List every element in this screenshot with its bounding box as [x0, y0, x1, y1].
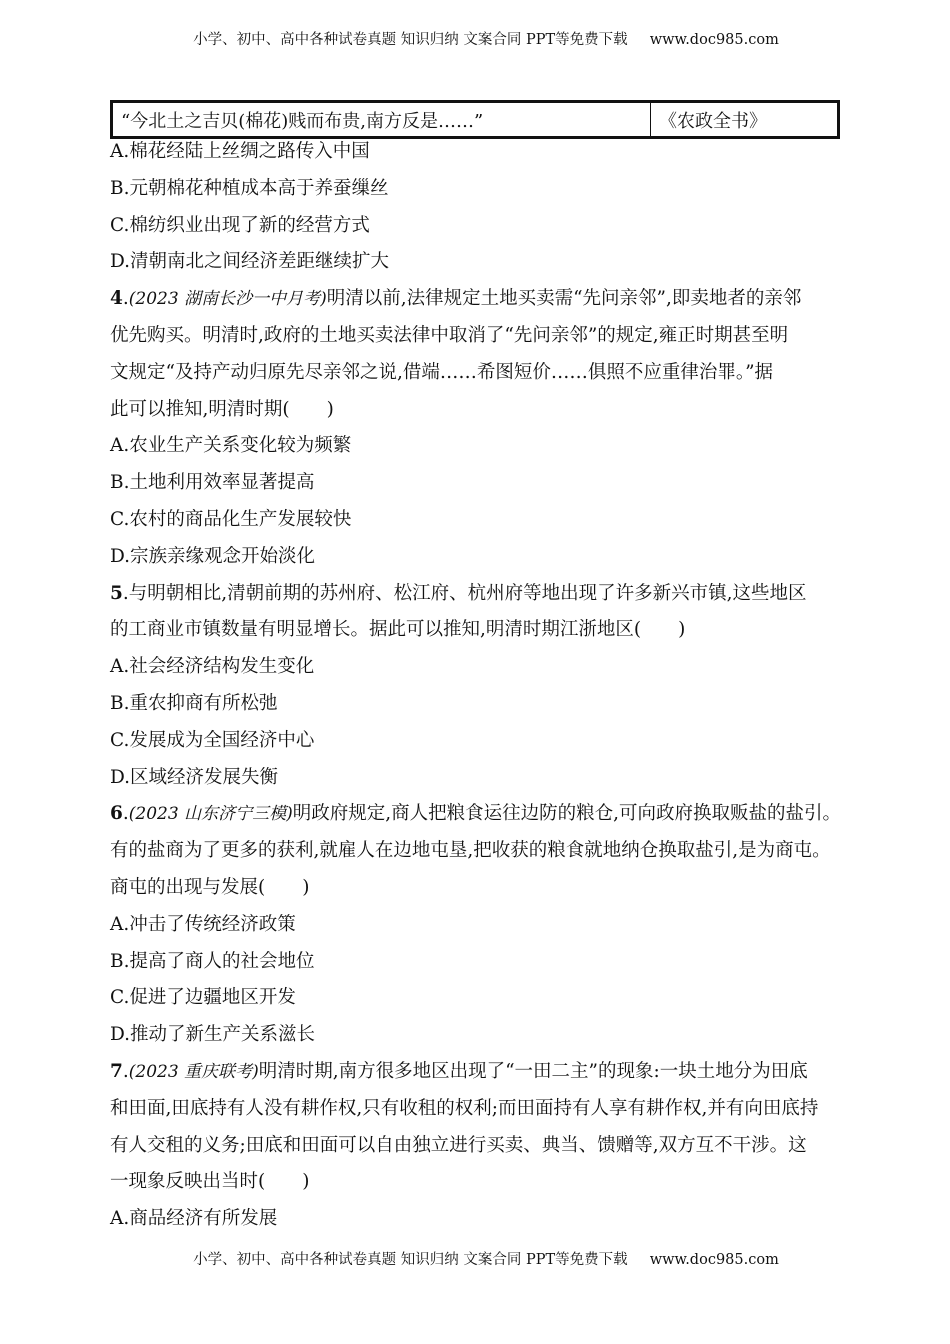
- question-stem: 明清以前,法律规定土地买卖需“先问亲邻”,即卖地者的亲邻: [326, 288, 802, 310]
- question-4: 4.(2023 湖南长沙一中月考)明清以前,法律规定土地买卖需“先问亲邻”,即卖地者的亲邻 优先购买。明清时,政府的土地买卖法律中取消了“先问亲邻”的规定,雍正时期甚至明 文规定“及持产动归原先尽亲邻之说,借端……希图短价……俱照不应重律治罪。”据 此可以推知,明清时期( ) A.农业生产关系变化较为频繁 B.土地利用效率显著提高 C.农村的商品化生产发展较快 D.宗族亲缘观念开始淡化: [110, 281, 850, 575]
- option: B.土地利用效率显著提高: [110, 472, 315, 494]
- question-6: 6.(2023 山东济宁三模)明政府规定,商人把粮食运往边防的粮仓,可向政府换取贩盐的盐引。 有的盐商为了更多的获利,就雇人在边地屯垦,把收获的粮食就地纳仓换取盐引,是为商屯。 商屯的出现与发展( ) A.冲击了传统经济政策 B.提高了商人的社会地位 C.促进了边疆地区开发 D.推动了新生产关系滋长: [110, 796, 850, 1054]
- question-stem: 明清时期,南方很多地区出现了“一田二主”的现象:一块土地分为田底: [258, 1060, 808, 1082]
- option: D.区域经济发展失衡: [110, 766, 279, 788]
- question-number: 4: [110, 288, 123, 310]
- option: A.商品经济有所发展: [110, 1208, 278, 1230]
- header-text: 小学、初中、高中各种试卷真题 知识归纳 文案合同 PPT等免费下载: [193, 32, 628, 48]
- option: A.棉花经陆上丝绸之路传入中国: [110, 141, 370, 162]
- question-source: (2023 湖南长沙一中月考): [128, 289, 327, 310]
- option: C.农村的商品化生产发展较快: [110, 508, 352, 530]
- question-stem: .与明朝相比,清朝前期的苏州府、松江府、杭州府等地出现了许多新兴市镇,这些地区: [122, 582, 807, 604]
- option: C.棉纺织业出现了新的经营方式: [110, 214, 370, 236]
- question-stem: 的工商业市镇数量有明显增长。据此可以推知,明清时期江浙地区( ): [110, 619, 686, 641]
- question-stem: 一现象反映出当时( ): [110, 1171, 310, 1193]
- option: B.提高了商人的社会地位: [110, 950, 315, 972]
- question-stem: 此可以推知,明清时期( ): [110, 398, 334, 420]
- question-source: (2023 重庆联考): [128, 1061, 259, 1082]
- question-stem: 有人交租的义务;田底和田面可以自由独立进行买卖、典当、馈赠等,双方互不干涉。这: [110, 1134, 807, 1156]
- header-url: www.doc985.com: [649, 32, 779, 48]
- option: D.清朝南北之间经济差距继续扩大: [110, 251, 390, 273]
- question-number: 6: [110, 803, 123, 825]
- question-source: (2023 山东济宁三模): [128, 804, 293, 825]
- option: D.宗族亲缘观念开始淡化: [110, 545, 316, 567]
- option: A.农业生产关系变化较为频繁: [110, 435, 352, 457]
- option: D.推动了新生产关系滋长: [110, 1024, 316, 1046]
- question-5: [110, 576, 850, 797]
- question-stem: 优先购买。明清时,政府的土地买卖法律中取消了“先问亲邻”的规定,雍正时期甚至明: [110, 324, 789, 346]
- question-stem: 和田面,田底持有人没有耕作权,只有收租的权利;而田面持有人享有耕作权,并有向田底持: [110, 1097, 819, 1119]
- question-number: 7: [110, 1060, 123, 1082]
- question-stem: 文规定“及持产动归原先尽亲邻之说,借端……希图短价……俱照不应重律治罪。”据: [110, 361, 774, 383]
- option: C.发展成为全国经济中心: [110, 729, 315, 751]
- source-quote: “今北土之吉贝(棉花)贱而布贵,南方反是……”: [112, 102, 651, 138]
- option: B.重农抑商有所松弛: [110, 692, 278, 714]
- footer-text: 小学、初中、高中各种试卷真题 知识归纳 文案合同 PPT等免费下载: [193, 1252, 628, 1268]
- option: A.社会经济结构发生变化: [110, 656, 315, 678]
- question-stem: 有的盐商为了更多的获利,就雇人在边地屯垦,把收获的粮食就地纳仓换取盐引,是为商屯。: [110, 840, 831, 862]
- question-3-options: [110, 134, 850, 281]
- option: A.冲击了传统经济政策: [110, 913, 296, 935]
- source-book: 《农政全书》: [651, 102, 839, 138]
- document-body: [110, 134, 850, 1238]
- question-stem: 商屯的出现与发展( ): [110, 876, 310, 898]
- question-stem: 明政府规定,商人把粮食运往边防的粮仓,可向政府换取贩盐的盐引。: [292, 803, 841, 825]
- page-header: [0, 28, 950, 49]
- footer-url: www.doc985.com: [649, 1252, 779, 1268]
- question-number: 5: [110, 582, 123, 604]
- option: C.促进了边疆地区开发: [110, 987, 296, 1009]
- question-7: 7.(2023 重庆联考)明清时期,南方很多地区出现了“一田二主”的现象:一块土地分为田底 和田面,田底持有人没有耕作权,只有收租的权利;而田面持有人享有耕作权,并有向田底持 有人交租的义务;田底和田面可以自由独立进行买卖、典当、馈赠等,双方互不干涉。这 一现象反映出当时( ) A.商品经济有所发展: [110, 1054, 850, 1238]
- page-footer: [0, 1248, 950, 1269]
- option: B.元朝棉花种植成本高于养蚕缫丝: [110, 177, 389, 199]
